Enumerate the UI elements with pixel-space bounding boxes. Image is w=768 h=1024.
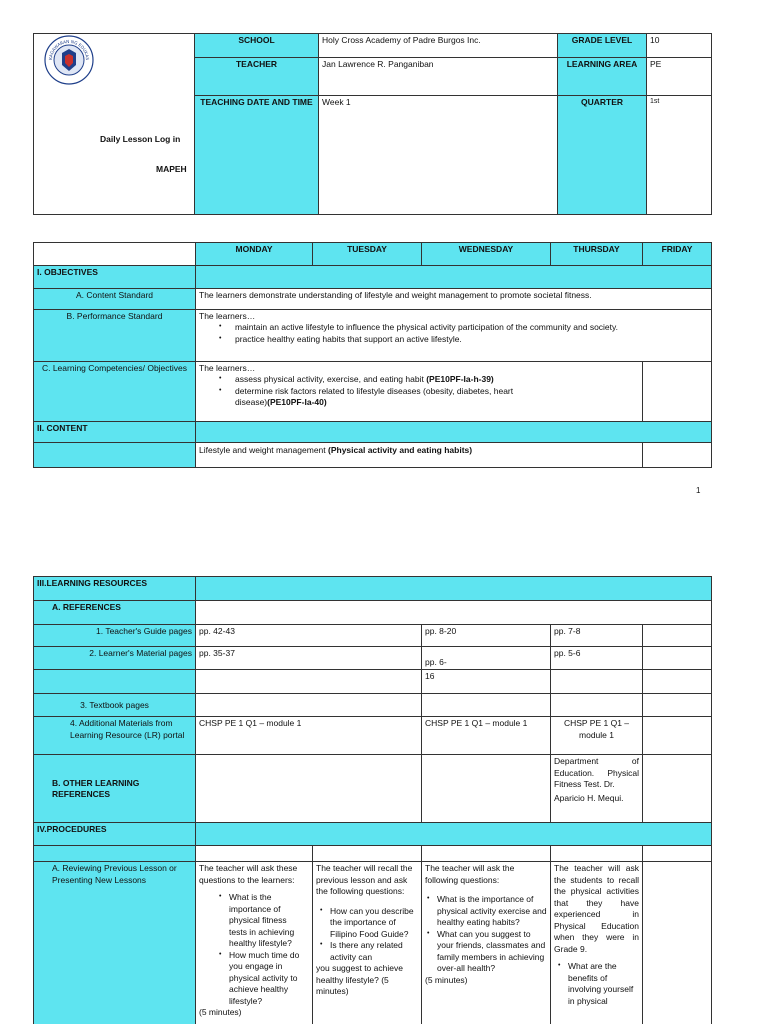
lm-wednesday: pp. 6-: [422, 647, 551, 670]
day-wednesday: WEDNESDAY: [422, 243, 551, 266]
add-wednesday: CHSP PE 1 Q1 – module 1: [422, 717, 551, 755]
area-value: PE: [647, 58, 712, 96]
add-monday: CHSP PE 1 Q1 – module 1: [196, 717, 422, 755]
review-tuesday: The teacher will recall the previous lesson and ask the following questions: • How can you describe the importance of Filipino Food Guide? • Is there any related activity can you suggest to achieve healthy lifestyle? (5 minutes): [313, 862, 422, 1024]
seal-text: KAGAWARAN NG EDUKAS: [47, 38, 91, 61]
review-monday: The teacher will ask these questions to the learners: • What is the importance of physical fitness tests in achieving healthy lifestyle? • How much time do you engage in physical activity to achieve healthy lifestyle? (5 minutes): [196, 862, 313, 1024]
quarter-label: QUARTER: [558, 96, 647, 215]
day-friday: FRIDAY: [643, 243, 712, 266]
comp-item: • assess physical activity, exercise, and eating habit (PE10PF-Ia-h-39): [199, 374, 539, 385]
lm-label: 2. Learner's Material pages: [34, 647, 196, 670]
lm-wednesday-cont: 16: [422, 670, 551, 694]
objectives-table: [33, 242, 712, 468]
performance-standard-cell: [196, 310, 712, 362]
content-cell: [196, 443, 643, 468]
content-standard-text: The learners demonstrate understanding of lifestyle and weight management to promote societal fitness.: [196, 289, 712, 310]
review-wednesday: The teacher will ask the following questions: • What is the importance of physical activity exercise and healthy eating habits? • What can you suggest to your friends, classmates and family members in achieving over-all health? (5 minutes): [422, 862, 551, 1024]
add-thursday: CHSP PE 1 Q1 – module 1: [551, 717, 643, 755]
other-refs-thursday: Department of Education. Physical Fitness Test. Dr. Aparicio H. Mequi.: [551, 755, 643, 823]
perf-item: • practice healthy eating habits that support an active lifestyle.: [199, 334, 708, 345]
perf-item: • maintain an active lifestyle to influence the physical activity participation of the community and society.: [199, 322, 708, 333]
review-item: • What is the importance of physical activity exercise and healthy eating habits?: [425, 894, 547, 928]
review-item: • What is the importance of physical fitness tests in achieving healthy lifestyle?: [217, 892, 305, 949]
resources-section: III.LEARNING RESOURCES: [34, 577, 196, 601]
other-refs-label: B. OTHER LEARNING REFERENCES: [34, 755, 196, 823]
deped-seal-icon: [44, 35, 94, 85]
school-value: Holy Cross Academy of Padre Burgos Inc.: [319, 34, 558, 58]
review-item: • Is there any related activity can: [318, 940, 418, 963]
teacher-label: TEACHER: [195, 58, 319, 96]
lm-thursday: pp. 5-6: [551, 647, 643, 670]
review-monday-time: (5 minutes): [199, 1007, 242, 1018]
date-value: Week 1: [319, 96, 558, 215]
teacher-value: Jan Lawrence R. Panganiban: [319, 58, 558, 96]
review-item: • How can you describe the importance of Filipino Food Guide?: [318, 906, 418, 940]
area-label: LEARNING AREA: [558, 58, 647, 96]
competencies-cell: [196, 362, 643, 422]
tg-wednesday: pp. 8-20: [422, 625, 551, 647]
comp-lead: The learners…: [199, 363, 256, 373]
review-item: • What are the benefits of involving yourself in physical: [556, 961, 639, 1007]
grade-value: 10: [647, 34, 712, 58]
comp-item: • determine risk factors related to lifestyle diseases (obesity, diabetes, heart disease)(PE10PF-Ia-40): [199, 386, 539, 409]
perf-lead: The learners…: [199, 311, 256, 321]
content-standard-label: A. Content Standard: [34, 289, 196, 310]
review-item: • What can you suggest to your friends, classmates and family members in achieving over-all health?: [425, 929, 547, 975]
review-thursday: The teacher will ask the students to recall the physical activities that they have experienced in Physical Education when they were in Grade 9. • What are the benefits of involving yourself in physical: [551, 862, 643, 1024]
tg-monday: pp. 42-43: [196, 625, 422, 647]
tg-thursday: pp. 7-8: [551, 625, 643, 647]
review-tuesday-tail: you suggest to achieve healthy lifestyle? (5 minutes): [316, 963, 403, 997]
lm-monday: pp. 35-37: [196, 647, 422, 670]
references-label: A. REFERENCES: [34, 601, 196, 625]
date-label: TEACHING DATE AND TIME: [195, 96, 319, 215]
tg-label: 1. Teacher's Guide pages: [34, 625, 196, 647]
log-subject: MAPEH: [156, 164, 187, 174]
comp-code: (PE10PF-Ia-40): [267, 397, 327, 408]
grade-label: GRADE LEVEL: [558, 34, 647, 58]
day-monday: MONDAY: [196, 243, 313, 266]
content-bold: (Physical activity and eating habits): [328, 445, 473, 455]
day-corner: [34, 243, 196, 266]
performance-standard-label: B. Performance Standard: [34, 310, 196, 362]
quarter-value: 1st: [647, 96, 712, 215]
content-text: Lifestyle and weight management: [199, 445, 326, 455]
page-number: 1: [696, 486, 701, 495]
day-thursday: THURSDAY: [551, 243, 643, 266]
header-table: [33, 33, 712, 215]
procedures-section: IV.PROCEDURES: [34, 823, 196, 846]
resources-table: [33, 576, 712, 1024]
review-item: • How much time do you engage in physical activity to achieve healthy lifestyle?: [217, 950, 305, 1007]
log-title: Daily Lesson Log in: [100, 134, 181, 144]
additional-label: 4. Additional Materials from Learning Resource (LR) portal: [34, 717, 196, 755]
content-section: II. CONTENT: [34, 422, 196, 443]
comp-code: (PE10PF-Ia-h-39): [426, 374, 494, 385]
review-label: A. Reviewing Previous Lesson or Presenting New Lessons: [34, 862, 196, 1024]
review-wednesday-time: (5 minutes): [425, 974, 468, 985]
competencies-label: C. Learning Competencies/ Objectives: [34, 362, 196, 422]
day-tuesday: TUESDAY: [313, 243, 422, 266]
school-label: SCHOOL: [195, 34, 319, 58]
textbook-label: 3. Textbook pages: [34, 694, 196, 717]
objectives-section: I. OBJECTIVES: [34, 266, 196, 289]
